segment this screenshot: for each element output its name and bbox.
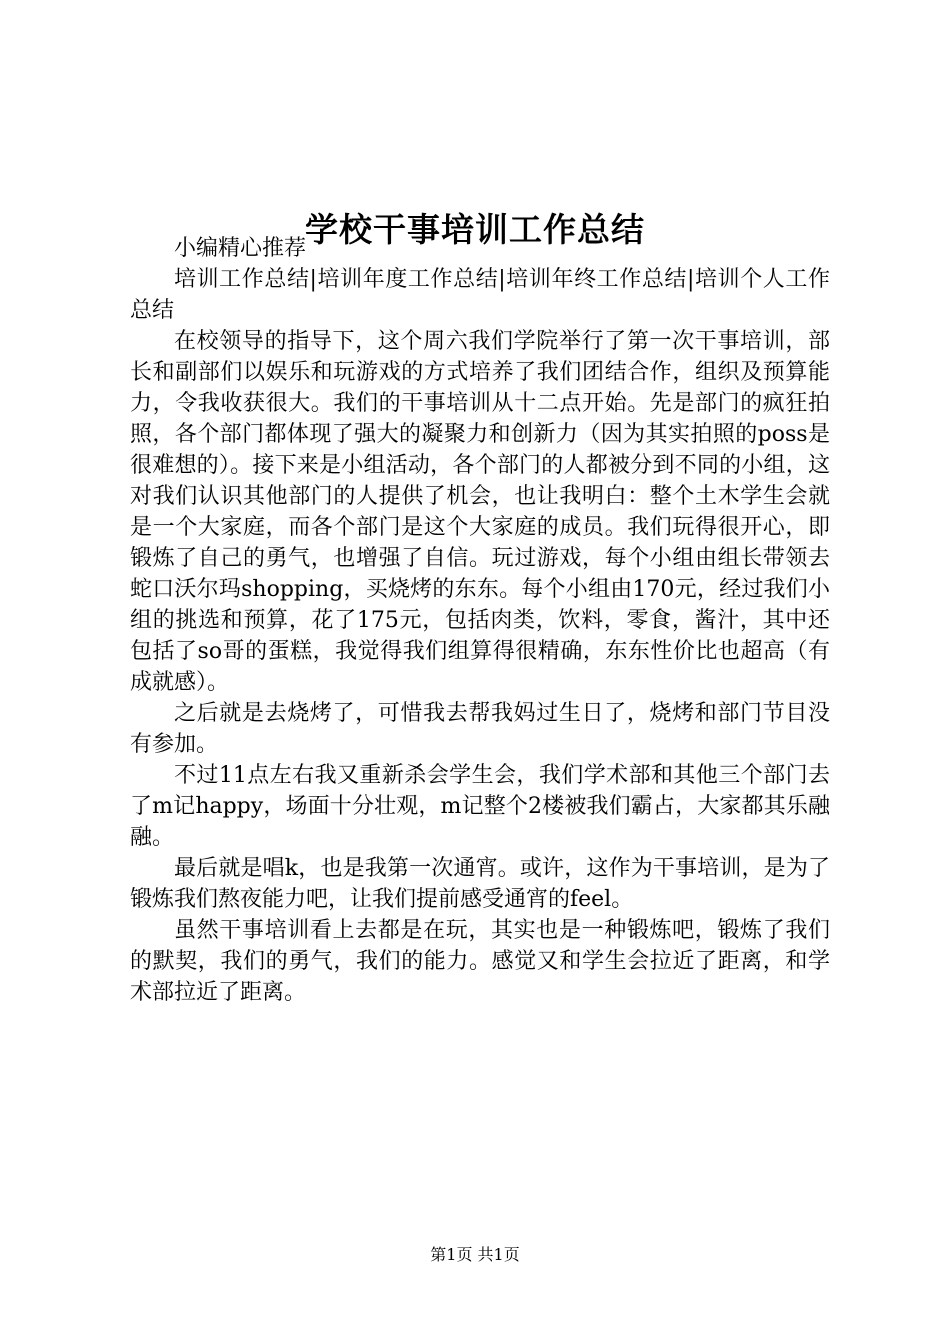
related-links-line: 培训工作总结|培训年度工作总结|培训年终工作总结|培训个人工作总结 [130,267,830,323]
document-body [130,233,830,1008]
body-paragraph: 之后就是去烧烤了，可惜我去帮我妈过生日了，烧烤和部门节目没有参加。 [130,701,830,757]
body-paragraph: 不过11点左右我又重新杀会学生会，我们学术部和其他三个部门去了m记happy，场面十分壮观，m记整个2楼被我们霸占，大家都其乐融融。 [130,763,830,850]
body-paragraph: 最后就是唱k，也是我第一次通宵。或许，这作为干事培训，是为了锻炼我们熬夜能力吧，让我们提前感受通宵的feel。 [130,856,830,912]
recommend-line: 小编精心推荐 [174,236,307,261]
body-paragraph: 在校领导的指导下，这个周六我们学院举行了第一次干事培训，部长和副部们以娱乐和玩游戏的方式培养了我们团结合作，组织及预算能力，令我收获很大。我们的干事培训从十二点开始。先是部门的疯狂拍照，各个部门都体现了强大的凝聚力和创新力（因为其实拍照的poss是很难想的）。接下来是小组活动，各个部门的人都被分到不同的小组，这对我们认识其他部门的人提供了机会，也让我明白：整个土木学生会就是一个大家庭，而各个部门是这个大家庭的成员。我们玩得很开心，即锻炼了自己的勇气，也增强了自信。玩过游戏，每个小组由组长带领去蛇口沃尔玛shopping，买烧烤的东东。每个小组由170元，经过我们小组的挑选和预算，花了175元，包括肉类，饮料，零食，酱汁，其中还包括了so哥的蛋糕，我觉得我们组算得很精确，东东性价比也超高（有成就感）。 [130,329,830,695]
document-title: 学校干事培训工作总结 [305,210,645,250]
body-paragraph: 虽然干事培训看上去都是在玩，其实也是一种锻炼吧，锻炼了我们的默契，我们的勇气，我们的能力。感觉又和学生会拉近了距离，和学术部拉近了距离。 [130,918,830,1005]
page-footer: 第1页 共1页 [430,1245,520,1264]
